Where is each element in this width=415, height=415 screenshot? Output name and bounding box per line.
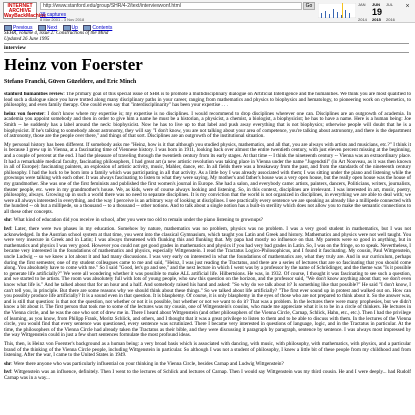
article-body (4, 92, 411, 414)
paragraph: This, then, is Heinz von Foerster's background as a human being: a very broad basis which is associated with dancing, with music, with philosophy, with mathematics, with physics, and a particular brand of the thinking of the Vienna Circle people, including Wittgenstein in particular. So although I was not a student of philosophy, I knew a little bit of these people from my childhood and from listening. After the war, I came to the United States in 1949. (4, 340, 411, 359)
current-day: 19 (372, 7, 383, 17)
prev-year-link[interactable]: 2014 (358, 17, 367, 22)
captures-link[interactable]: 38 captures (40, 12, 67, 18)
paragraph: My personal history has been different. If somebody asks me "Heinz, how is it that although you studied physics, mathematics, and all that, you are always with artists and musicians, etc.?" I think it is because I grew up in Vienna, at a fascinating time of Viennese history. I was born in 1911, looking back over almost the entire twentieth century, with just eleven percent missing at the beginning, and a couple of percent at the end. I had the pleasure of traveling through the twentieth century from its early stages. At that time -- I think the nineteenth century -- Vienna was an extraordinary place. It had a remarkable medical faculty, fascinating philosophers, I had great art (a new artistic revolution was taking place in Vienna under the name "Jugendstil" (in Art Nouveau, as it was then known in all of Europe): fascinating painters, an explosion of artistic activity, music, Mahler, dance, etc. In all fields there was a breakaway from the past, and from the standards of the nineteenth century philosophy. I had the luck to be born into a family which was participating in all that activity. As a little boy I was already associated with them; I was sitting under the piano and listening while the grownups were talking with each other. It was always fascinating to listen to what they were saying. My mother's and father's house was a very open house, but the really open house was the house of my grandmother. She was one of the first feminists and published the first women's journal in Europe. She had a salon, and everybody came: artists, painters, dancers, Politicians, writers, journalists, theater people, etc. were in my grandmother's house. We, as kids, were of course always looking and listening. So, in this context, disciplines are irrelevant. I was interested in art, music, poetry, philosophy, always. Growing up in such a world there was no need to separate disciplines. It is my conviction that the world is not organized in disciplines, in everything we are able to deal with; we were all always interested in everything, and the way I perceive is an arbitrary way of looking at disciplines. I see practically every sentence we are speaking as already like a millipede connected with the hundred -- oh but a millipede, so a thousand -- to a thousand -- other notions. And to talk about a single notion has a built-in sterility which does not allow you to make the semantic connections to all these other concepts. (4, 141, 411, 215)
close-icon[interactable]: × (405, 3, 410, 10)
authors: Stefano Franchi, Güven Güzeldere, and Eric Minch (4, 79, 137, 85)
current-year: 2015 (372, 17, 381, 22)
speaker: shr (4, 360, 12, 367)
issue-line: SEHR, volume 4, issue 2: Constructions of the Mind (4, 31, 109, 36)
divider (4, 52, 409, 53)
next-year-link[interactable]: 2016 (386, 17, 395, 22)
next-link[interactable]: Next (46, 25, 58, 32)
go-button[interactable]: Go (303, 2, 315, 10)
speaker: hvf (4, 226, 12, 233)
next-month-link[interactable]: JUL (386, 2, 394, 7)
paragraph: hvf: Later, there were two phases in my education. Somehow by nature, mathematics was no problem, physics was no problem. I was a very good student in mathematics, but I was not acknowledged. In the Austrian school system at that time, you went into the classical Gymnasium, which taught you Latin and Greek and history. Mathematics and physics were not well taught. You were very insecure in Greek and in Latin; I was always threatened with flunking this and flunking that. My papa had mostly no influence on that. My parents were so good in anything, but in mathematics and physics I was very good. However you could not get good grades in mathematics and physics if you had very bad grades in Latin. So, I was on the fringe, so to speak. Nevertheless, I became very interested in the foundations of mathematics and physics, especially Wittgenstein. I read the Tractatus Logico-Philosophicus, and I found it fascinating. My cousin, Paul Wittgenstein, uncle Ludwig -- so we knew a lot about it and had many discussions. I was very early on interested in what the foundations of mathematics are, what they truly are. And in our curriculum, perhaps during the first semester, one of my student colleagues came to me and said, "Heinz, I was just reading the Tractatus, and there are a series of lectures that are so fascinating that you should come along. You absolutely have to come with me." So I said "Good, let's go and see," and the next lecture in which I went was by a professor by the name of Schrödinger, and the theme was "Is it possible to generate life artificially?" We were all wondering whether it was possible to make ALL artificial life. Hilbertsions. He was, in 1932. Of course, I thought it was fascinating to see such a question, and we started to be artists. The room was absolutely full with lots of young people, who saw this question on the horizon, and the professor said, "We don't know anything about that; we don't even know what life is." And he talked about that for an hour and a half. And somebody raised his hand and asked: "So why do we talk about it? Is something like that possible?" He said "I don't know, I can't tell you, in principle. But there are some reasons why we should think about these things." So we talked about life artificially? "The first ever sound up in protest and walked out on. How can you possibly produce life artificially? It is a sound even in that question. It is blasphemy. Of course, it is only blasphemy in the eyes of those who are not prepared to think about it. So the answer was, and is still that question: is that not the question, not whether or not it is possible, but whether or not we want to do it? That was a problem. In the lectures there were many prophesies, but we didn't know a bit about it. The first person that took me to some of the lectures was my cousin, one of Wittgenstein's cousins, who made me appreciate what it is to be in a circle of thinkers. He lectures in the Vienna circle, and he was the one who sort of drew me in. There I heard about Wittgenstein (and other philosophers of the Vienna Circle, Carnap, Schlick, Hahn, etc., etc.). Then I had the privilege of learning, as you know, from Philipp Frank, Moritz Schlick, and others, and I thought that it was a great privilege to listen to them and to be able to discuss with them. In the lectures of the Vienna circle, you would find that every sentence was questioned, every sentence was scrutinized. There I became very interested in questions of language, logic, and in the Tractatus in particular. At the time, the philosophers of the Vienna Circle had already taken the Tractatus as their bible, and they were discussing it paragraph by paragraph, sentence by sentence. I was always most impressed by the way Wittgenstein could in just a few short sentences formulate the most profound ideas. (4, 226, 411, 339)
paragraph: hvf: Wittgenstein was an influence, definitely. Then I went to the lectures of Schlick and lectures of Carnap. Then I would say Wittgenstein was my third cousin. He and I were deeply... had Rudolf Carnap was in a way... (4, 369, 411, 381)
paragraph: heinz von foerster: I don't know where my expertise is; my expertise is no disciplines. I would recommend to drop disciplines wherever one can. Disciplines are an outgrowth of academia. In academia you appoint somebody and then in order to give him a name he must be a historian, a physicist, a chemist, a biologist, a biophysicist; he has to have a name. Here is a human being: Joe Smith -- he suddenly has a label around the neck: biophysicist. Now he has to live up to that label and push away everything that is not biophysics; otherwise people will doubt that he is a biophysicist. If he's talking to somebody about astronomy, they will say "I don't know, you are not talking about your area of competence, you're talking about astronomy, and there is the department of astronomy, those are the people over there," and things of that sort. Disciplines are an outgrowth of the institutional situation. (4, 110, 411, 140)
speaker: hvf (4, 369, 12, 376)
issue-meta (4, 31, 108, 42)
article-kind: interview (4, 45, 26, 51)
previous-link[interactable]: Previous (13, 25, 33, 32)
wayback-logo[interactable]: INTERNET ARCHIVE WayBackMachine (4, 3, 47, 19)
updated-line: Updated 26 June 1995 (4, 36, 50, 42)
page-title: Heinz von Foerster (4, 55, 143, 74)
contents-link[interactable]: Contents (92, 25, 113, 32)
current-month: JUN (372, 2, 381, 7)
wayback-toolbar (0, 0, 415, 23)
speaker: shr (4, 217, 12, 224)
paragraph: shr: Were there anyone who was particularly influential on your thinking in the Vienna Circle, besides Carnap and Ludwig Wittgenstein? (4, 360, 284, 367)
speaker: heinz von foerster (4, 110, 45, 117)
calendar-nav (358, 2, 398, 21)
up-link[interactable]: Up (71, 25, 78, 32)
paragraph: shr: What kind of education did you receive in school, after you were too old to remain under the piano listening to grownups? (4, 217, 263, 224)
speaker: stanford humanities review (4, 92, 64, 97)
divider (4, 43, 409, 44)
url-input[interactable]: http://www.stanford.edu/group/SHR/4-2/text/interviewvonf.html (40, 2, 302, 10)
capture-sparkline[interactable] (318, 3, 356, 18)
paragraph: stanford humanities review: The primary goal of this special issue of SHR is to promote a multidisciplinary dialogue on Artificial Intelligence and the humanities. We think you are most qualified to lead such a dialogue since you have trotted along many disciplinary paths in your career, ranging from mathematics and physics to biophysics and hematology, to pioneering work on cybernetics, to philosophy, and even family therapy. One could even say that "interdisciplinarity" has been your expertise . . . (4, 92, 411, 109)
prev-month-link[interactable]: JAN (358, 2, 366, 7)
capture-range: 8 Mar 2001 - 3 Nov 2018 (40, 17, 85, 22)
